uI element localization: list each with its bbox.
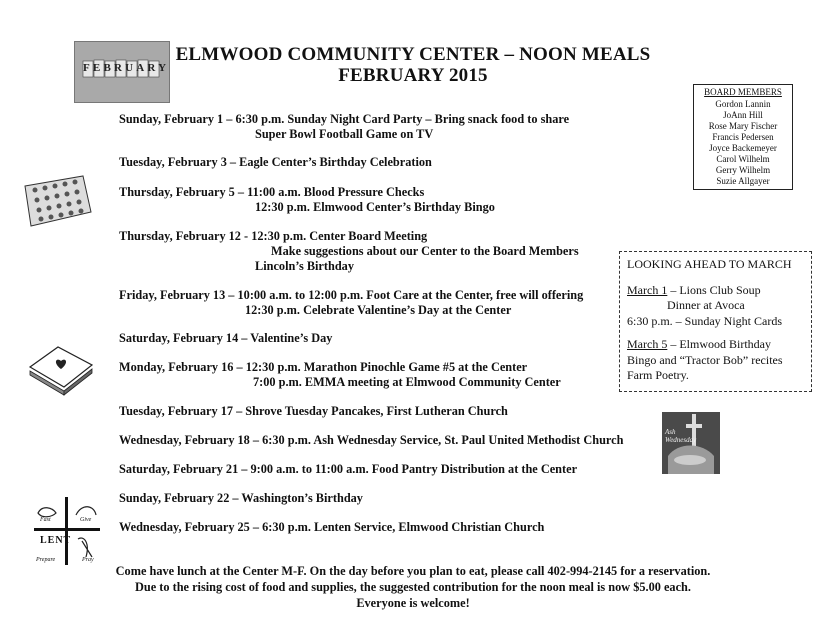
board-member: Francis Pedersen <box>712 132 774 142</box>
ahead-text: Bingo and “Tractor Bob” recites <box>627 352 783 367</box>
event-line: Wednesday, February 25 – 6:30 p.m. Lenten Service, Elmwood Christian Church <box>119 520 545 534</box>
board-heading: BOARD MEMBERS <box>704 87 782 97</box>
ahead-date: March 1 <box>627 282 668 297</box>
board-member: Rose Mary Fischer <box>708 121 778 131</box>
event-line: Tuesday, February 3 – Eagle Center’s Birthday Celebration <box>119 155 432 169</box>
ash-wednesday-image <box>662 412 720 474</box>
event-feb-13 <box>119 288 583 318</box>
event-line: Saturday, February 21 – 9:00 a.m. to 11:00 a.m. Food Pantry Distribution at the Center <box>119 462 578 476</box>
ahead-item <box>627 283 804 330</box>
event-line: Wednesday, February 18 – 6:30 p.m. Ash Wednesday Service, St. Paul United Methodist Church <box>119 433 624 447</box>
lent-word: Prepare <box>36 557 56 563</box>
footer-line: Everyone is welcome! <box>356 596 470 610</box>
board-members-box <box>693 84 793 190</box>
board-member: Suzie Allgayer <box>716 176 770 186</box>
event-line: Tuesday, February 17 – Shrove Tuesday Pancakes, First Lutheran Church <box>119 404 508 418</box>
event-line: Saturday, February 14 – Valentine’s Day <box>119 331 333 345</box>
board-member: Carol Wilhelm <box>716 154 770 164</box>
event-line: 12:30 p.m. Celebrate Valentine’s Day at the Center <box>245 303 512 317</box>
page-title: ELMWOOD COMMUNITY CENTER – NOON MEALS <box>175 44 651 65</box>
ash-text: Ash <box>665 428 676 436</box>
event-line: Super Bowl Football Game on TV <box>255 127 434 141</box>
ahead-date: March 5 <box>627 337 668 351</box>
event-feb-3 <box>119 155 432 170</box>
page-subtitle: FEBRUARY 2015 <box>338 65 488 86</box>
footer-text <box>0 563 826 611</box>
event-feb-21 <box>119 462 577 477</box>
event-feb-22 <box>119 491 363 506</box>
ash-text: Wednesday <box>665 436 697 444</box>
lent-text: LENT <box>40 535 72 546</box>
board-member: Gordon Lannin <box>715 99 771 109</box>
lent-cross-icon <box>32 495 102 567</box>
ahead-text: Farm Poetry. <box>627 368 689 382</box>
footer-line: Due to the rising cost of food and supplies, the suggested contribution for the noon meal is now $5.00 each. <box>135 580 691 594</box>
event-feb-18 <box>119 433 623 448</box>
ahead-text: 6:30 p.m. – Sunday Night Cards <box>627 313 782 328</box>
bingo-board-icon <box>21 172 93 230</box>
looking-ahead-heading: LOOKING AHEAD TO MARCH <box>627 257 792 271</box>
event-line: Make suggestions about our Center to the Board Members <box>271 244 579 258</box>
event-feb-1 <box>119 112 569 142</box>
looking-ahead-box <box>619 251 812 392</box>
board-member: Joyce Backemeyer <box>709 143 777 153</box>
event-feb-25 <box>119 520 544 535</box>
event-line: 12:30 p.m. Elmwood Center’s Birthday Bingo <box>255 200 495 214</box>
event-feb-12 <box>119 229 579 274</box>
ahead-text: – Lions Club Soup <box>667 282 761 297</box>
event-line: Sunday, February 1 – 6:30 p.m. Sunday Night Card Party – Bring snack food to share <box>119 112 570 126</box>
event-feb-14 <box>119 331 332 346</box>
board-member: JoAnn Hill <box>723 110 763 120</box>
event-line: Sunday, February 22 – Washington’s Birthday <box>119 491 363 505</box>
event-feb-16 <box>119 360 561 390</box>
february-logo-text: FEBRUARY <box>83 62 170 74</box>
ahead-item <box>627 337 804 384</box>
board-member: Gerry Wilhelm <box>715 165 771 175</box>
event-feb-5 <box>119 185 495 215</box>
playing-cards-icon <box>24 341 100 397</box>
event-feb-17 <box>119 404 508 419</box>
event-line: 7:00 p.m. EMMA meeting at Elmwood Community Center <box>253 375 561 389</box>
event-line: Thursday, February 5 – 11:00 a.m. Blood Pressure Checks <box>119 185 425 199</box>
footer-line: Come have lunch at the Center M-F. On the day before you plan to eat, please call 402-994-2145 for a reservation. <box>115 564 711 578</box>
event-line: Monday, February 16 – 12:30 p.m. Marathon Pinochle Game #5 at the Center <box>119 360 528 374</box>
lent-word: Fast <box>40 517 51 523</box>
lent-word: Give <box>80 517 92 523</box>
event-line: Lincoln’s Birthday <box>255 259 354 273</box>
ahead-text: Dinner at Avoca <box>667 298 745 312</box>
event-line: Thursday, February 12 - 12:30 p.m. Center Board Meeting <box>119 229 428 243</box>
february-logo-image <box>74 41 170 103</box>
event-line: Friday, February 13 – 10:00 a.m. to 12:00 p.m. Foot Care at the Center, free will offering <box>119 288 584 302</box>
lent-word: Pray <box>82 557 94 563</box>
ahead-text: – Elmwood Birthday <box>667 337 771 351</box>
